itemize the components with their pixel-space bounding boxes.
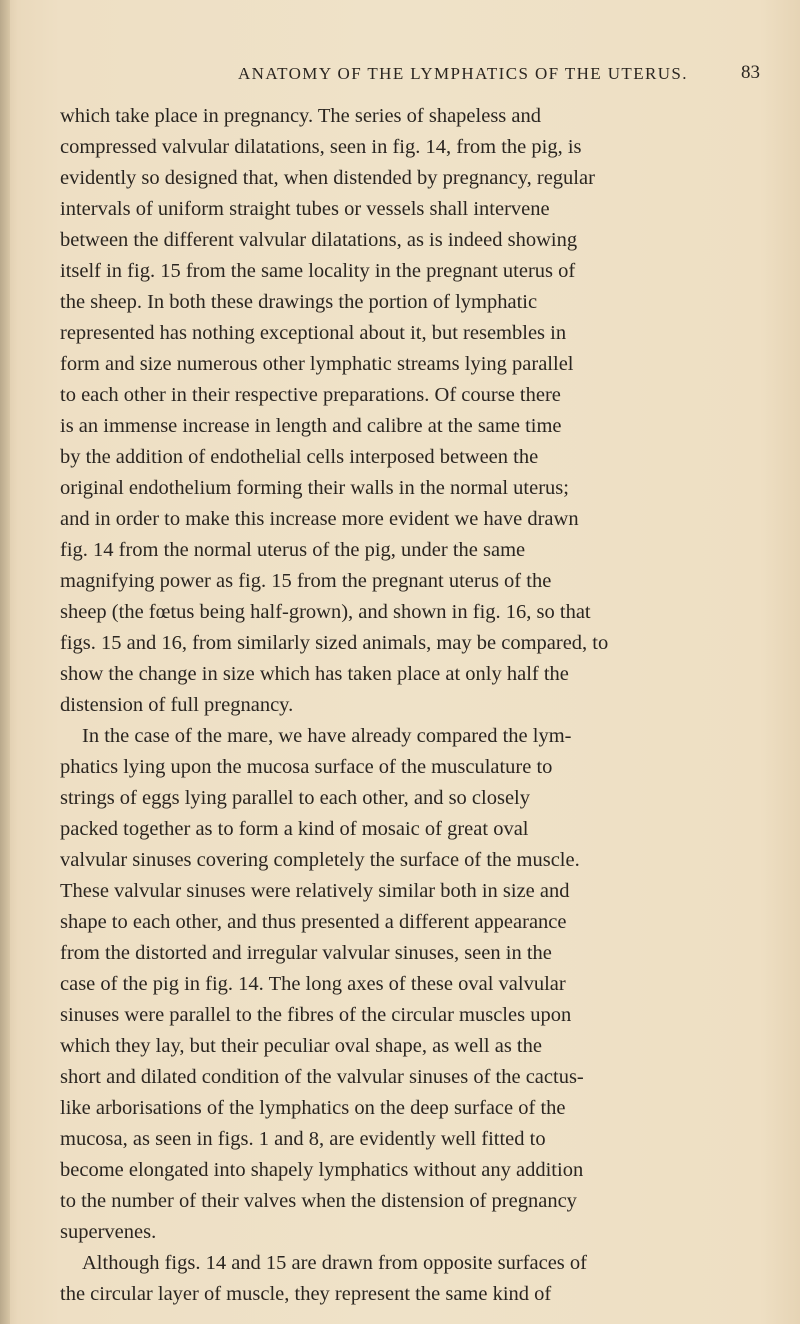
running-head: ANATOMY OF THE LYMPHATICS OF THE UTERUS. — [238, 64, 688, 83]
text-line: show the change in size which has taken place at only half the — [60, 663, 569, 685]
text-line: and in order to make this increase more evident we have drawn — [60, 508, 579, 530]
text-line: case of the pig in fig. 14. The long axes of these oval valvular — [60, 973, 566, 995]
text-line: valvular sinuses covering completely the surface of the muscle. — [60, 849, 580, 871]
text-line: Although figs. 14 and 15 are drawn from opposite surfaces of — [82, 1252, 587, 1274]
text-line: phatics lying upon the mucosa surface of the musculature to — [60, 756, 553, 778]
text-line: mucosa, as seen in figs. 1 and 8, are evidently well fitted to — [60, 1128, 546, 1150]
page-number: 83 — [741, 62, 760, 83]
text-line: become elongated into shapely lymphatics without any addition — [60, 1159, 584, 1181]
text-line: distension of full pregnancy. — [60, 694, 294, 716]
text-line: the circular layer of muscle, they represent the same kind of — [60, 1283, 552, 1305]
text-line: packed together as to form a kind of mosaic of great oval — [60, 818, 529, 840]
text-line: In the case of the mare, we have already compared the lym- — [82, 725, 572, 747]
text-line: the sheep. In both these drawings the portion of lymphatic — [60, 291, 538, 313]
text-line: fig. 14 from the normal uterus of the pig, under the same — [60, 539, 526, 561]
text-line: between the different valvular dilatations, as is indeed showing — [60, 229, 578, 251]
text-line: strings of eggs lying parallel to each other, and so closely — [60, 787, 530, 809]
text-line: compressed valvular dilatations, seen in fig. 14, from the pig, is — [60, 136, 582, 158]
text-line: like arborisations of the lymphatics on the deep surface of the — [60, 1097, 566, 1119]
text-line: evidently so designed that, when distended by pregnancy, regular — [60, 167, 595, 189]
text-line: sinuses were parallel to the fibres of the circular muscles upon — [60, 1004, 572, 1026]
text-line: by the addition of endothelial cells interposed between the — [60, 446, 539, 468]
text-line: short and dilated condition of the valvular sinuses of the cactus- — [60, 1066, 584, 1088]
text-line: These valvular sinuses were relatively similar both in size and — [60, 880, 570, 902]
text-line: to each other in their respective preparations. Of course there — [60, 384, 561, 406]
text-line: is an immense increase in length and calibre at the same time — [60, 415, 562, 437]
text-line: which they lay, but their peculiar oval shape, as well as the — [60, 1035, 542, 1057]
text-line: supervenes. — [60, 1221, 157, 1243]
text-line: itself in fig. 15 from the same locality in the pregnant uterus of — [60, 260, 576, 282]
text-line: represented has nothing exceptional about it, but resembles in — [60, 322, 567, 344]
text-line: from the distorted and irregular valvular sinuses, seen in the — [60, 942, 552, 964]
text-line: to the number of their valves when the distension of pregnancy — [60, 1190, 577, 1212]
body-text — [60, 101, 780, 1310]
text-line: form and size numerous other lymphatic streams lying parallel — [60, 353, 574, 375]
text-line: shape to each other, and thus presented a different appearance — [60, 911, 567, 933]
text-line: intervals of uniform straight tubes or vessels shall intervene — [60, 198, 550, 220]
text-line: which take place in pregnancy. The series of shapeless and — [60, 105, 541, 127]
text-line: original endothelium forming their walls in the normal uterus; — [60, 477, 569, 499]
text-line: figs. 15 and 16, from similarly sized animals, may be compared, to — [60, 632, 609, 654]
text-line: magnifying power as fig. 15 from the pregnant uterus of the — [60, 570, 552, 592]
page-gutter-shadow — [0, 0, 10, 1324]
text-line: sheep (the fœtus being half-grown), and shown in fig. 16, so that — [60, 601, 591, 623]
